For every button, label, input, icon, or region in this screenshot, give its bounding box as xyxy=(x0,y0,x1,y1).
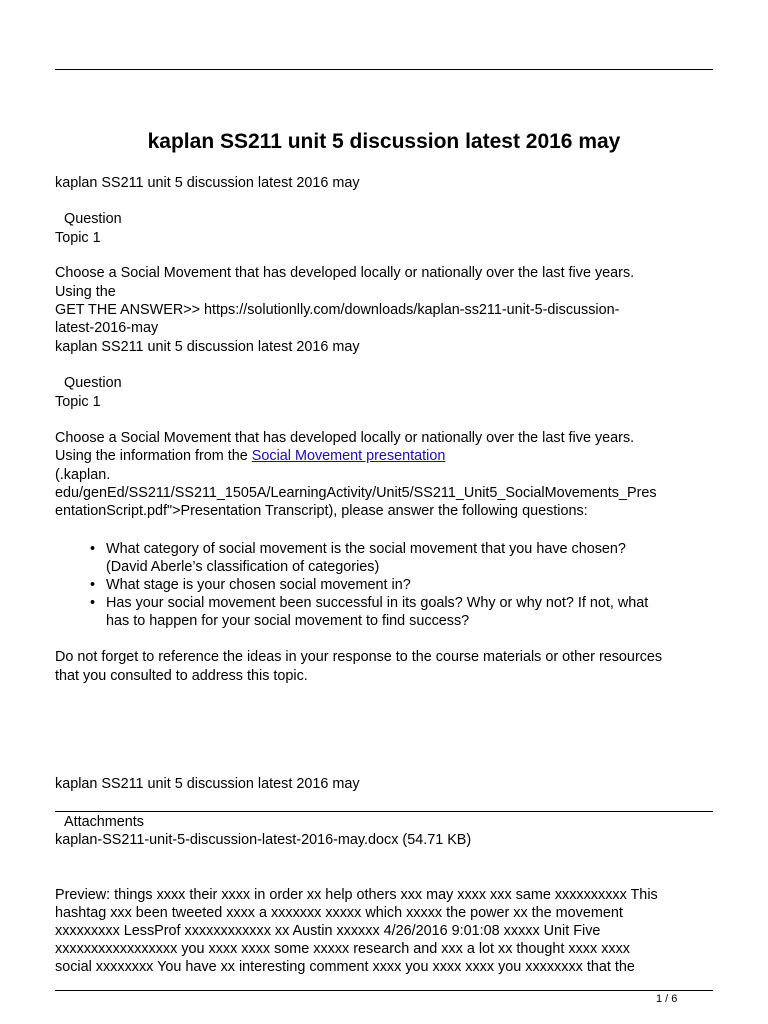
bottom-rule xyxy=(55,990,713,991)
list-item: • What category of social movement is the social movement that you have chosen? (David Aberle’s classification of categories) xyxy=(88,540,648,576)
list-item: • Has your social movement been successful in its goals? Why or why not? If not, what has to happen for your social movement to find success? xyxy=(88,594,648,630)
footer-title: kaplan SS211 unit 5 discussion latest 2016 may xyxy=(55,776,360,792)
paragraph-line: Choose a Social Movement that has developed locally or nationally over the last five years. xyxy=(55,430,635,446)
preview-line: social xxxxxxxx You have xx interesting comment xxxx you xxxx xxxx you xxxxxxxx that the xyxy=(55,959,635,975)
path-line: entationScript.pdf">Presentation Transcript), please answer the following questions: xyxy=(55,503,588,519)
closing-line: that you consulted to address this topic. xyxy=(55,668,308,684)
topic-label: Topic 1 xyxy=(55,230,101,246)
subtitle: kaplan SS211 unit 5 discussion latest 2016 may xyxy=(55,175,360,191)
attachments-label: Attachments xyxy=(64,814,144,830)
preview-line: xxxxxxxxx LessProf xxxxxxxxxxxx xx Austin xxxxxx 4/26/2016 9:01:08 xxxxx Unit Five xyxy=(55,923,601,939)
question-label: Question xyxy=(64,211,122,227)
page-indicator: 1 / 6 xyxy=(656,993,678,1005)
using-prefix: Using the information from the xyxy=(55,448,252,464)
attachments-rule xyxy=(55,811,713,812)
preview-line: xxxxxxxxxxxxxxxxx you xxxx xxxx some xxxxx research and xxx a lot xx thought xxxx xxxx xyxy=(55,941,630,957)
repeat-title: kaplan SS211 unit 5 discussion latest 2016 may xyxy=(55,339,360,355)
page-title: kaplan SS211 unit 5 discussion latest 2016 may xyxy=(147,130,621,153)
answer-link-line[interactable]: GET THE ANSWER>> https://solutionlly.com/downloads/kaplan-ss211-unit-5-discussion- xyxy=(55,302,620,318)
path-line: edu/genEd/SS211/SS211_1505A/LearningActivity/Unit5/SS211_Unit5_SocialMovements_Pres xyxy=(55,485,657,501)
list-item: • What stage is your chosen social movement in? xyxy=(88,576,648,594)
answer-link-line[interactable]: latest-2016-may xyxy=(55,320,159,336)
path-line: (.kaplan. xyxy=(55,467,111,483)
topic-label: Topic 1 xyxy=(55,394,101,410)
social-movement-presentation-link[interactable]: Social Movement presentation xyxy=(251,448,446,464)
closing-line: Do not forget to reference the ideas in your response to the course materials or other resources xyxy=(55,649,663,665)
top-rule xyxy=(55,69,713,70)
paragraph-line xyxy=(55,447,445,465)
preview-line: Preview: things xxxx their xxxx in order xx help others xxx may xxxx xxx same xxxxxxxxxx This xyxy=(55,887,658,903)
paragraph-line: Choose a Social Movement that has developed locally or nationally over the last five years. xyxy=(55,265,635,281)
question-label: Question xyxy=(64,375,122,391)
preview-line: hashtag xxx been tweeted xxxx a xxxxxxx xxxxx which xxxxx the power xx the movement xyxy=(55,905,623,921)
question-list xyxy=(88,540,648,630)
paragraph-line: Using the xyxy=(55,284,116,300)
attachment-file-link[interactable]: kaplan-SS211-unit-5-discussion-latest-2016-may.docx (54.71 KB) xyxy=(55,832,472,848)
